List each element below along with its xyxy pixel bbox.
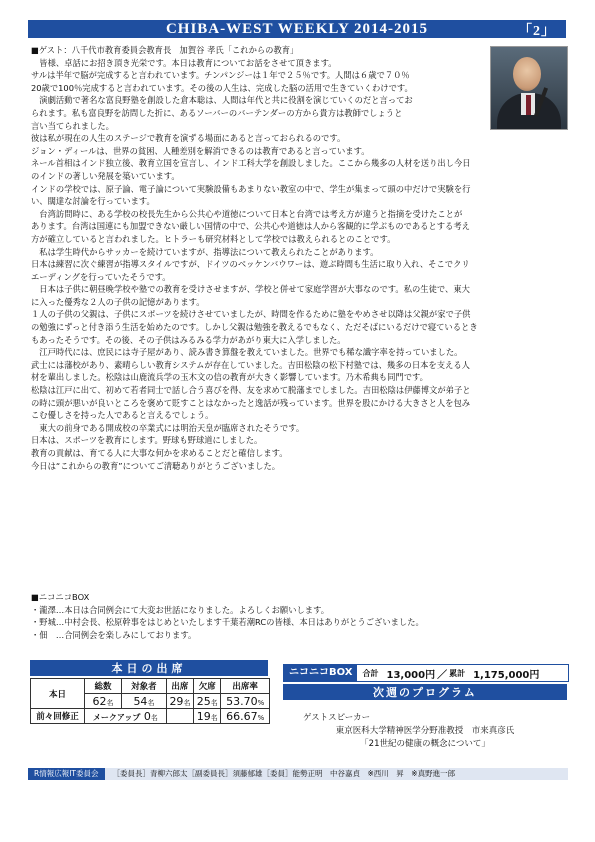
article-line: １人の子供の父親は、子供にスポーツを続けさせていましたが、時間を作るために塾をやめさせ以降は父親が家で子供 xyxy=(31,309,471,320)
article-line: のインドの著しい発展を築いています。 xyxy=(31,170,180,181)
smile-entry: ・瀧澤…本日は合同例会にて大変お世話になりました。よろしくお願いします。 xyxy=(31,604,330,615)
article-line: られます。私も富良野を訪問した折に、あるソーバーのバーテンダーの方から貴方は教師でしょうと xyxy=(31,107,403,118)
article-line: あります。台湾は国連にも加盟できない厳しい国情の中で、公共心や道徳は人から客観的に学ぶものであるとする考え xyxy=(31,221,470,232)
article-line: 今日は“これからの教育”についてご清聴ありがとうございました。 xyxy=(31,460,281,471)
newsletter-title: CHIBA-WEST WEEKLY 2014-2015 xyxy=(165,20,429,37)
col-header: 欠席 xyxy=(194,679,221,694)
makeup-count: メークアップ 0名 xyxy=(84,709,166,724)
article-line: ジョン・ディールは、世界の貧困、人種差別を解消できるのは教育であると言っています。 xyxy=(31,145,370,156)
nico-cumulative: 1,175,000円 xyxy=(473,669,540,681)
article-line: ネール首相はインド独立後、教育立国を宣言し、インド工科大学を創設しました。ここから幾多の人材を送り出し今日 xyxy=(31,158,471,169)
article-line: 彼は私が現在の人生のステージで教育を演ずる場面にあると言っておられるのです。 xyxy=(31,133,346,144)
prev-label: 前々回修正 xyxy=(31,709,85,724)
committee-members: ［委員長］青柳六郎太［副委員長］須藤郁雄［委員］能勢正明 中谷嘉貞 ※西川 昇 ※真野進一郎 xyxy=(112,769,456,778)
committee-footer xyxy=(28,768,568,780)
article-body xyxy=(31,44,571,472)
article-line: 松陰は江戸に出て、初めて若者同士で話し合う喜びを得、友を求めて脱藩までしました。吉田松陰は伊藤博文が弟子と xyxy=(31,385,471,396)
absent-count: 25名 xyxy=(194,694,221,709)
article-line: い、闊達な討論を行っています。 xyxy=(31,196,155,207)
present-count: 29名 xyxy=(166,694,193,709)
program-details xyxy=(283,712,567,751)
newsletter-header xyxy=(28,20,566,38)
article-line: 日本は子供に朝昼晩学校や塾での教育を受けさせますが、学校と併せて家庭学習が大事なのです。私の生徒で、東大 xyxy=(31,284,470,295)
prev-absent-count: 19名 xyxy=(194,709,221,724)
attendance-rate: 53.70% xyxy=(221,694,270,709)
program-speaker: 東京医科大学精神医学分野准教授 市来真彦氏 xyxy=(335,726,515,736)
article-line: の時に頭が悪いが良いところを褒めて貶すことはなかったと逸話が残っています。世界を股にかける大きさと人を包み xyxy=(31,397,471,408)
article-line: の勉強にずっと付き添う生活を始めたのです。しかし父親は勉強を教えるでもなく、ただそばにいるだけで寝ているとき xyxy=(31,322,478,333)
guest-heading: ■ゲスト：八千代市教育委員会教育長 加賀谷 孝氏「これからの教育」 xyxy=(31,45,299,55)
article-line: インドの学校では、原子論、電子論について実験設備もあまりない教室の中で、学生が集まって頭の中だけで実験を行 xyxy=(31,183,471,194)
article-line: 言い当てられました。 xyxy=(31,120,114,131)
article-line: 20歳で100％完成すると言われています。その後の人生は、完成した脳の活用で生きていくわけです。 xyxy=(31,82,413,93)
attendance-table xyxy=(30,678,270,724)
smile-box-section xyxy=(31,591,571,641)
attendance-title: 本日の出席 xyxy=(30,660,268,676)
col-header: 出席率 xyxy=(221,679,270,694)
article-line: 演劇活動で著名な富良野塾を創設した倉本聡は、人間は年代と共に役割を演じていくのだと言ってお xyxy=(31,95,413,106)
article-line: 教育の貢献は、育てる人に大事な何かを求めることだと確信します。 xyxy=(31,448,288,458)
article-line: 江戸時代には、庶民には寺子屋があり、読み書き算盤を教えていました。世界でも稀な識字率を持っていました。 xyxy=(31,347,463,358)
nico-box-label: ニコニコBOX xyxy=(284,665,357,681)
article-line: エーディングを行っていたそうです。 xyxy=(31,271,171,282)
program-title: 次週のプログラム xyxy=(283,684,567,700)
smile-box-title: ■ニコニコBOX xyxy=(31,592,90,602)
prev-attendance-rate: 66.67% xyxy=(221,709,270,724)
article-line: 武士には藩校があり、素晴らしい教育システムが存在していました。吉田松陰の松下村塾では、幾多の日本を支える人 xyxy=(31,359,470,370)
program-topic: 「21世紀の健康の概念について」 xyxy=(360,739,490,749)
article-line: サルは半年で脳が完成すると言われています。チンパンジーは１年で２５％です。人間は６歳で７０％ xyxy=(31,70,410,81)
article-line: 材を輩出しました。松陰は山鹿流兵学の玉木文の信の教育が大きく影響しています。乃木希典も同門です。 xyxy=(31,372,428,383)
article-line: 日本は、スポーツを教育にします。野球も野球道にしました。 xyxy=(31,435,263,446)
eligible-count: 54名 xyxy=(122,694,167,709)
col-header: 出席 xyxy=(166,679,193,694)
today-label: 本日 xyxy=(31,679,85,709)
committee-label: R情報広報IT委員会 xyxy=(28,768,105,780)
program-type: ゲストスピーカー xyxy=(303,713,371,723)
article-line: こむ優しさを持った人であると言えるでしょう。 xyxy=(31,410,214,421)
issue-number: 「2」 xyxy=(518,24,556,39)
article-line: 台湾訪問時に、ある学校の校長先生から公共心や道徳について日本と台湾では考え方が違うと指摘を受けたことが xyxy=(31,208,463,219)
article-line: 皆様、卓話にお招き頂き光栄です。本日は教育についてお話をさせて頂きます。 xyxy=(31,57,337,68)
article-line: 方が確立していると言われました。ヒトラーも研究材料として学校では教えられるとのことです。 xyxy=(31,233,396,244)
nico-total: 13,000円 xyxy=(386,669,436,681)
smile-entry: ・佃 …合同例会を楽しみにしております。 xyxy=(31,629,197,640)
article-line: 日本は練習に次ぐ練習が指導スタイルですが、ドイツのベッケンバウワーは、遊ぶ時間も生活に取り入れ、そこでクリ xyxy=(31,259,470,270)
col-header: 対象者 xyxy=(122,679,167,694)
article-line: 私は学生時代からサッカーを続けていますが、指導法について教えられたことがあります。 xyxy=(31,246,379,257)
article-line: 東大の前身である開成校の卒業式には明治天皇が臨席されたそうです。 xyxy=(31,422,305,433)
article-line: もあったそうです。その後、その子供はみるみる学力があがり東大に入学しました。 xyxy=(31,334,346,345)
smile-entry: ・野城…中村会長、松原幹事をはじめといたします千葉若潮RCの皆様、本日はありがとうございました。 xyxy=(31,617,424,627)
col-header: 総数 xyxy=(84,679,121,694)
article-line: に入った優秀な２人の子供の記憶があります。 xyxy=(31,296,205,307)
total-count: 62名 xyxy=(84,694,121,709)
nico-box-summary: ニコニコBOX 合計 13,000円 ／ 累計 1,175,000円 xyxy=(283,664,569,682)
